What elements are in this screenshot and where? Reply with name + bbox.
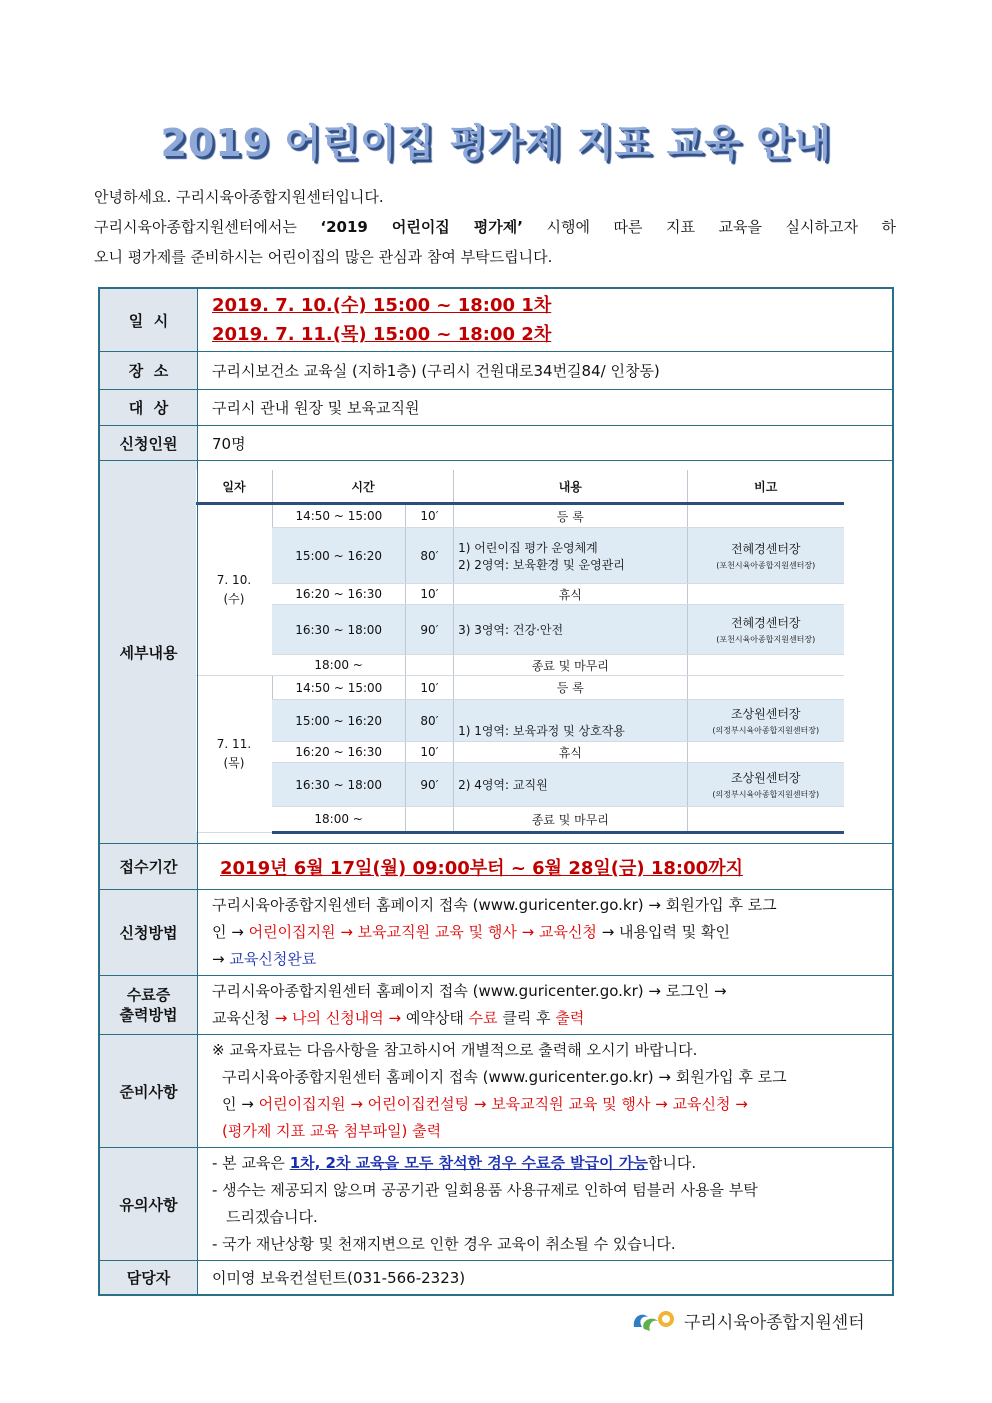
time-cell: 15:00 ~ 16:20 — [272, 528, 405, 584]
certificate-status: 수료 — [468, 1009, 498, 1027]
value-target: 구리시 관내 원장 및 보육교직원 — [198, 390, 894, 426]
intro — [94, 182, 896, 272]
certificate-text: 예약상태 — [401, 1009, 469, 1027]
label-line: 출력방법 — [119, 1006, 178, 1024]
method-text: → — [212, 950, 230, 968]
prep-line: (평가제 지표 교육 첨부파일) 출력 — [222, 1122, 442, 1140]
row-certificate — [99, 976, 893, 1035]
label-line: 수료증 — [126, 986, 171, 1004]
time-cell: 16:20 ~ 16:30 — [272, 584, 405, 605]
speaker-title: (의정부시육아종합지원센터장) — [712, 790, 820, 799]
day-1 — [196, 504, 272, 676]
note-cell — [687, 584, 844, 605]
content-cell: 2) 4영역: 교직원 — [454, 763, 687, 807]
label-notes: 유의사항 — [99, 1148, 198, 1261]
day-date: 7. 10. — [216, 573, 252, 587]
note-cell — [687, 700, 844, 742]
page-title: 2019 어린이집 평가제 지표 교육 안내 — [160, 121, 832, 165]
prep-line: 구리시육아종합지원센터 홈페이지 접속 (www.guricenter.go.kr) → 회원가입 후 로그 — [222, 1068, 787, 1086]
label-period: 접수기간 — [99, 844, 198, 890]
method-line — [212, 946, 878, 973]
col-date: 일자 — [196, 470, 272, 504]
time-cell: 16:30 ~ 18:00 — [272, 763, 405, 807]
label-capacity: 신청인원 — [99, 426, 198, 461]
content-line: 2) 2영역: 보육환경 및 운영관리 — [458, 557, 625, 572]
center-logo-icon — [630, 1305, 676, 1335]
speaker-title: (의정부시육아종합지원센터장) — [712, 726, 820, 735]
minutes-cell: 90′ — [405, 763, 453, 807]
day-2 — [196, 676, 272, 833]
row-notes — [99, 1148, 893, 1261]
certificate-text: 클릭 후 — [497, 1009, 556, 1027]
table-row — [196, 655, 844, 676]
label-contact: 담당자 — [99, 1261, 198, 1295]
value-detail — [198, 461, 894, 844]
note-line: 드리겠습니다. — [226, 1208, 318, 1226]
period-text: 2019년 6월 17일(월) 09:00부터 ~ 6월 28일(금) 18:00까지 — [220, 857, 743, 879]
certificate-text: 교육신청 — [212, 1009, 275, 1027]
label-prep: 준비사항 — [99, 1035, 198, 1148]
value-contact: 이미영 보육컨설턴트(031-566-2323) — [198, 1261, 894, 1295]
time-cell: 14:50 ~ 15:00 — [272, 504, 405, 528]
speaker-name: 전혜경센터장 — [730, 616, 801, 630]
speaker-title: (포천시육아종합지원센터장) — [716, 635, 816, 644]
date-session-1: 2019. 7. 10.(수) 15:00 ~ 18:00 1차 — [212, 295, 552, 316]
method-text: → 내용입력 및 확인 — [596, 923, 731, 941]
prep-line: ※ 교육자료는 다음사항을 참고하시어 개별적으로 출력해 오시기 바랍니다. — [212, 1041, 698, 1059]
minutes-cell — [405, 807, 453, 833]
speaker-name: 조상원센터장 — [730, 707, 801, 721]
row-period — [99, 844, 893, 890]
content-cell — [454, 528, 687, 584]
col-content: 내용 — [454, 470, 687, 504]
content-cell: 등 록 — [454, 504, 687, 528]
time-cell: 18:00 ~ — [272, 807, 405, 833]
intro-line-2 — [94, 212, 896, 242]
day-weekday: (수) — [223, 592, 245, 606]
note-cell — [687, 676, 844, 700]
content-line: 1) 어린이집 평가 운영체계 — [458, 540, 598, 555]
table-row — [196, 676, 844, 700]
minutes-cell: 10′ — [405, 742, 453, 763]
time-cell: 15:00 ~ 16:20 — [272, 700, 405, 742]
speaker-title: (포천시육아종합지원센터장) — [716, 561, 816, 570]
note-cell — [687, 763, 844, 807]
method-line — [212, 919, 878, 946]
method-path: 어린이집지원 → 보육교직원 교육 및 행사 → 교육신청 — [248, 923, 597, 941]
intro-text: 시행에 따른 지표 교육을 실시하고자 하 — [522, 218, 897, 236]
method-line: 구리시육아종합지원센터 홈페이지 접속 (www.guricenter.go.kr) → 회원가입 후 로그 — [212, 896, 777, 914]
prep-text: 인 → — [222, 1095, 259, 1113]
time-cell: 18:00 ~ — [272, 655, 405, 676]
content-cell: 등 록 — [454, 676, 687, 700]
label-date: 일 시 — [99, 288, 198, 352]
content-cell: 종료 및 마무리 — [454, 807, 687, 833]
table-row — [196, 700, 844, 742]
value-date — [198, 288, 894, 352]
row-detail — [99, 461, 893, 844]
note-cell — [687, 742, 844, 763]
label-method: 신청방법 — [99, 890, 198, 976]
table-row — [196, 605, 844, 655]
note-cell — [687, 605, 844, 655]
intro-line-1: 안녕하세요. 구리시육아종합지원센터입니다. — [94, 188, 384, 206]
content-cell: 1) 1영역: 보육과정 및 상호작용 — [454, 700, 687, 742]
value-method — [198, 890, 894, 976]
method-complete: 교육신청완료 — [229, 950, 317, 968]
note-cell — [687, 807, 844, 833]
note-cell — [687, 655, 844, 676]
intro-text: 구리시육아종합지원센터에서는 — [94, 218, 321, 236]
footer — [630, 1305, 865, 1335]
intro-highlight: ‘2019 어린이집 평가제’ — [320, 218, 523, 236]
minutes-cell — [405, 655, 453, 676]
note-cell — [687, 504, 844, 528]
note-line — [212, 1150, 878, 1177]
minutes-cell: 10′ — [405, 584, 453, 605]
footer-org: 구리시육아종합지원센터 — [684, 1312, 865, 1333]
table-row — [196, 763, 844, 807]
value-capacity: 70명 — [198, 426, 894, 461]
certificate-print: 출력 — [555, 1009, 585, 1027]
label-certificate — [99, 976, 198, 1035]
note-line: - 국가 재난상황 및 천재지변으로 인한 경우 교육이 취소될 수 있습니다. — [212, 1235, 676, 1253]
minutes-cell: 10′ — [405, 676, 453, 700]
time-cell: 16:30 ~ 18:00 — [272, 605, 405, 655]
col-note: 비고 — [687, 470, 844, 504]
method-text: 인 → — [212, 923, 249, 941]
note-text: - 본 교육은 — [212, 1154, 290, 1172]
value-prep — [198, 1035, 894, 1148]
value-place: 구리시보건소 교육실 (지하1층) (구리시 건원대로34번길84/ 인창동) — [198, 352, 894, 390]
col-time: 시간 — [272, 470, 453, 504]
row-place — [99, 352, 893, 390]
intro-line-3: 오니 평가제를 준비하시는 어린이집의 많은 관심과 참여 부탁드립니다. — [94, 248, 553, 266]
label-detail: 세부내용 — [99, 461, 198, 844]
content-cell: 휴식 — [454, 742, 687, 763]
table-row — [196, 584, 844, 605]
row-target — [99, 390, 893, 426]
prep-line — [212, 1091, 878, 1118]
speaker-name: 전혜경센터장 — [730, 542, 801, 556]
label-target: 대 상 — [99, 390, 198, 426]
minutes-cell: 80′ — [405, 700, 453, 742]
table-row — [196, 528, 844, 584]
table-row — [196, 807, 844, 833]
note-text: 합니다. — [647, 1154, 697, 1172]
content-cell: 휴식 — [454, 584, 687, 605]
date-session-2: 2019. 7. 11.(목) 15:00 ~ 18:00 2차 — [212, 324, 552, 345]
row-prep — [99, 1035, 893, 1148]
day-weekday: (목) — [223, 756, 245, 770]
row-contact — [99, 1261, 893, 1295]
row-capacity — [99, 426, 893, 461]
row-method — [99, 890, 893, 976]
prep-path: 어린이집지원 → 어린이집컨설팅 → 보육교직원 교육 및 행사 → 교육신청 → — [258, 1095, 748, 1113]
table-row — [196, 742, 844, 763]
time-cell: 16:20 ~ 16:30 — [272, 742, 405, 763]
value-period — [198, 844, 894, 890]
row-date — [99, 288, 893, 352]
minutes-cell: 10′ — [405, 504, 453, 528]
note-cell — [687, 528, 844, 584]
value-certificate — [198, 976, 894, 1035]
note-line: - 생수는 제공되지 않으며 공공기관 일회용품 사용규제로 인하여 텀블러 사용을 부탁 — [212, 1181, 758, 1199]
content-cell: 3) 3영역: 건강·안전 — [454, 605, 687, 655]
minutes-cell: 80′ — [405, 528, 453, 584]
note-highlight: 1차, 2차 교육을 모두 참석한 경우 수료증 발급이 가능 — [289, 1154, 648, 1172]
content-cell: 종료 및 마무리 — [454, 655, 687, 676]
label-place: 장 소 — [99, 352, 198, 390]
schedule-table — [196, 470, 844, 834]
day-date: 7. 11. — [216, 737, 252, 751]
certificate-line — [212, 1005, 878, 1032]
speaker-name: 조상원센터장 — [730, 771, 801, 785]
time-cell: 14:50 ~ 15:00 — [272, 676, 405, 700]
value-notes — [198, 1148, 894, 1261]
certificate-line: 구리시육아종합지원센터 홈페이지 접속 (www.guricenter.go.kr) → 로그인 → — [212, 982, 727, 1000]
schedule-header — [196, 470, 844, 504]
table-row — [196, 504, 844, 528]
certificate-path: → 나의 신청내역 → — [274, 1009, 402, 1027]
minutes-cell: 90′ — [405, 605, 453, 655]
info-table — [98, 287, 894, 1296]
